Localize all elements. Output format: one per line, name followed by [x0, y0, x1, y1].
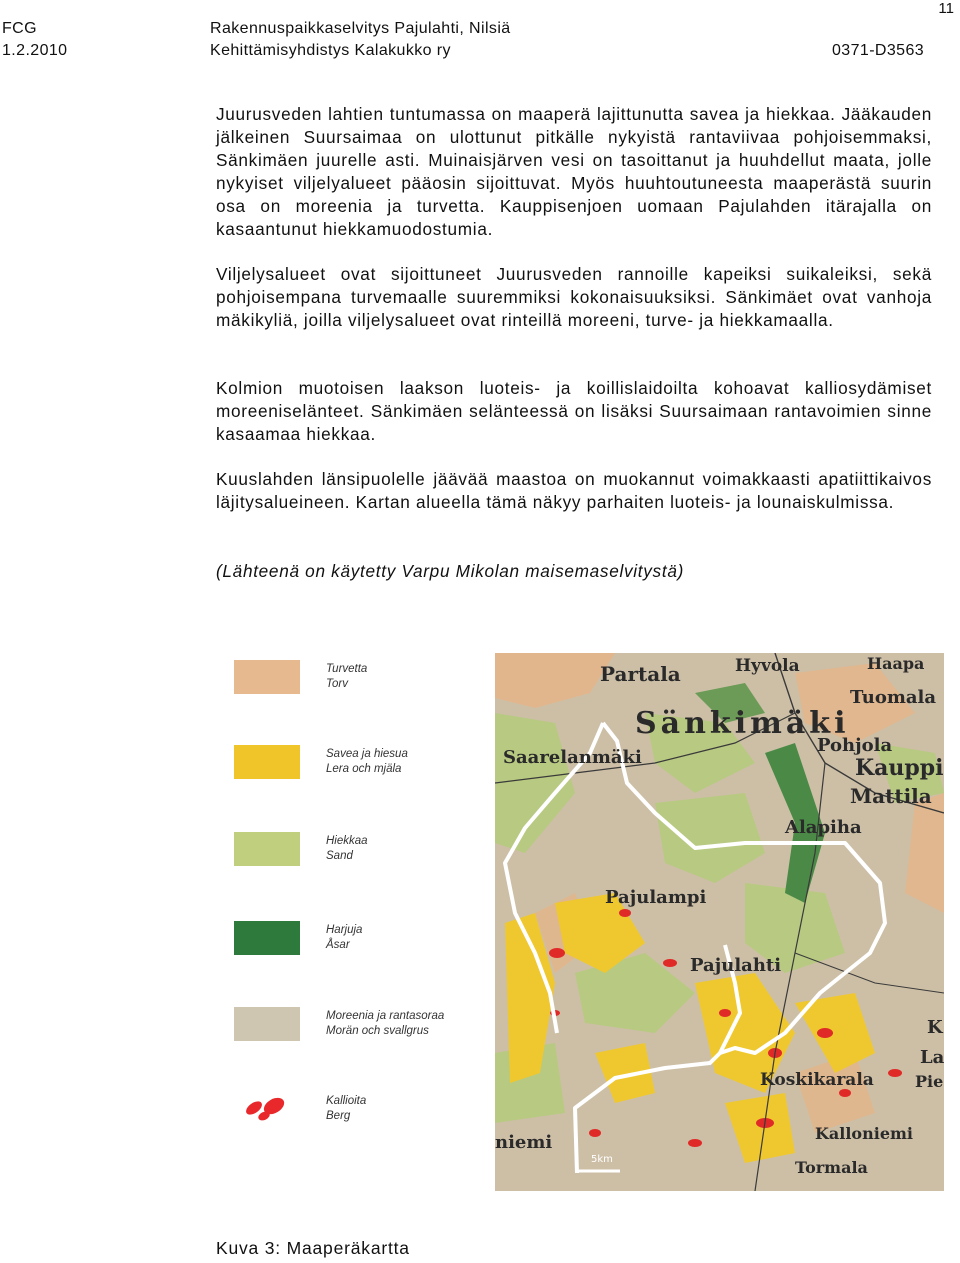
legend-item-eskers — [228, 921, 488, 971]
map-label-pie: Pie — [915, 1072, 944, 1091]
map-label-k: K — [927, 1017, 943, 1038]
legend-label-fi: Savea ja hiesua — [326, 748, 408, 760]
map-label-partala: Partala — [600, 662, 681, 686]
paragraph-4: Kuuslahden länsipuolelle jäävää maastoa on muokannut voimakkaasti apatiittikaivos läjitysalueineen. Kartan alueella tämä näkyy parhaiten luoteis- ja lounaiskulmissa. — [216, 469, 932, 512]
legend-label-sv: Åsar — [326, 939, 350, 951]
legend-swatch-peat — [234, 660, 300, 694]
legend-label-sv: Lera och mjäla — [326, 763, 402, 775]
map-label-haapa: Haapa — [867, 654, 925, 673]
legend-label-fi: Hiekkaa — [326, 835, 368, 847]
legend-item-moraine — [228, 1007, 488, 1057]
legend-label-sv: Morän och svallgrus — [326, 1025, 429, 1037]
map-label-tuomala: Tuomala — [850, 687, 937, 708]
legend-swatch-sand — [234, 832, 300, 866]
map-label-la: La — [920, 1047, 944, 1068]
map-label-kauppi: Kauppi — [855, 755, 944, 781]
map-label-tormala: Tormala — [795, 1158, 868, 1177]
header-date: 1.2.2010 — [2, 42, 68, 59]
header-company: FCG — [2, 20, 37, 37]
legend-swatch-bedrock — [234, 1092, 300, 1126]
header-doc-number: 0371-D3563 — [832, 42, 925, 59]
map-label-pajulampi: Pajulampi — [605, 887, 707, 908]
legend-label-fi: Moreenia ja rantasoraa — [326, 1010, 445, 1022]
legend-swatch-clay — [234, 745, 300, 779]
paragraph-3: Kolmion muotoisen laakson luoteis- ja koillislaidoilta kohoavat kalliosydämiset moreeniselänteet. Sänkimäen selänteessä on lisäksi Suursaimaan rantavoimien sinne kasaamaa hiekkaa. — [216, 378, 932, 444]
map-label-koskikarala: Koskikarala — [760, 1070, 874, 1090]
map-scale-label: 5km — [591, 1154, 613, 1165]
map-label-kalloniemi: Kalloniemi — [815, 1124, 913, 1143]
map-legend — [228, 650, 488, 1150]
legend-label-sv: Berg — [326, 1110, 351, 1122]
legend-swatch-eskers — [234, 921, 300, 955]
map-label-pohjola: Pohjola — [817, 735, 893, 756]
soil-map-svg — [495, 653, 944, 1191]
legend-label-fi: Turvetta — [326, 663, 368, 675]
soil-map — [495, 653, 944, 1191]
header-client: Kehittämisyhdistys Kalakukko ry — [210, 42, 451, 59]
legend-label-sv: Sand — [326, 850, 353, 862]
legend-label-sv: Torv — [326, 678, 348, 690]
legend-label-fi: Kallioita — [326, 1095, 367, 1107]
figure-caption: Kuva 3: Maaperäkartta — [216, 1238, 410, 1258]
page-number: 11 — [938, 0, 954, 17]
paragraph-1: Juurusveden lahtien tuntumassa on maaperä lajittunutta savea ja hiekkaa. Jääkauden jälkeinen Suursaimaa on ulottunut pitkälle nykyistä rantaviivaa pohjoisemmaksi, Sänkimäen juurelle asti. Muinaisjärven vesi on tasoittanut ja huuhdellut maata, jolle nykyiset viljelyalueet pääosin sijoittuvat. Myös huuhtoutuneesta maaperästä suurin osa on moreenia ja turvetta. Kauppisenjoen uomaan Pajulahden itärajalla on kasaantunut hiekkamuodostumia. — [216, 104, 932, 239]
map-label-niemi: niemi — [495, 1132, 553, 1153]
legend-item-sand — [228, 832, 488, 882]
source-note: (Lähteenä on käytetty Varpu Mikolan maisemaselvitystä) — [216, 561, 685, 581]
paragraph-2: Viljelysalueet ovat sijoittuneet Juurusveden rannoille kapeiksi suikaleiksi, sekä pohjoisempana turvemaalle suuremmiksi kokonaisuuksiksi. Sänkimäet ovat vanhoja mäkikyliä, joilla viljelysalueet ovat rinteillä moreeni, turve- ja hiekkamaalla. — [216, 264, 932, 330]
map-label-mattila: Mattila — [850, 784, 932, 808]
map-label-alapiha: Alapiha — [785, 817, 862, 838]
legend-label-fi: Harjuja — [326, 924, 363, 936]
legend-item-clay — [228, 745, 488, 795]
header-doc-title: Rakennuspaikkaselvitys Pajulahti, Nilsiä — [210, 20, 511, 37]
map-label-sankimaki: Sänkimäki — [635, 706, 850, 741]
legend-item-peat — [228, 660, 488, 710]
map-label-saarelanmaki: Saarelanmäki — [503, 747, 642, 768]
map-label-pajulahti: Pajulahti — [690, 955, 782, 976]
legend-swatch-moraine — [234, 1007, 300, 1041]
map-label-hyvola: Hyvola — [735, 656, 800, 676]
legend-item-bedrock — [228, 1092, 488, 1142]
